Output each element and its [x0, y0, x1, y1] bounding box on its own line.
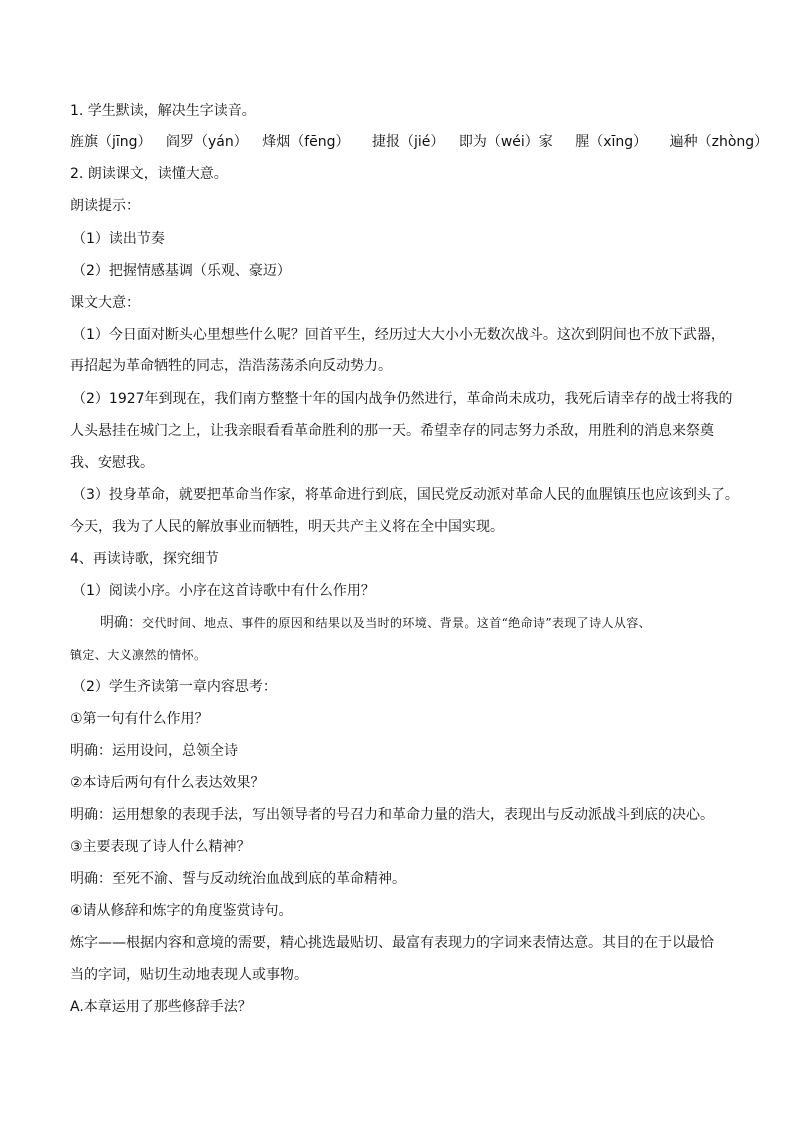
vocab-word: 阎罗（yán）	[166, 134, 248, 150]
word-refining-line-2: 当的字词，贴切生动地表现人或事物。	[70, 967, 308, 983]
vocab-word: 遍种（zhòng）	[669, 134, 769, 150]
question-rhetorical-devices: A.本章运用了那些修辞手法？	[70, 999, 252, 1015]
meaning-2-line-1: （2）1927年到现在，我们南方整整十年的国内战争仍然进行，革命尚未成功，我死后请幸存的战士将我的	[72, 391, 733, 407]
question-preface: （1）阅读小序。小序在这首诗歌中有什么作用？	[72, 583, 375, 599]
vocab-word: 腥（xīng）	[575, 134, 648, 150]
answer-first-sentence: 明确：运用设问，总领全诗	[70, 743, 238, 759]
meaning-2-line-2: 人头悬挂在城门之上，让我亲眼看看革命胜利的那一天。希望幸存的同志努力杀敌，用胜利的消息来祭奠	[70, 423, 714, 439]
question-last-two-lines: ②本诗后两句有什么表达效果？	[70, 775, 265, 791]
tip-rhythm: （1）读出节奏	[72, 231, 165, 247]
word-refining-line-1: 炼字——根据内容和意境的需要，精心挑选最贴切、最富有表现力的字词来表情达意。其目的在于以最恰	[70, 935, 714, 951]
tip-emotion: （2）把握情感基调（乐观、豪迈）	[72, 263, 291, 279]
answer-preface-line-1	[100, 613, 651, 633]
item-2-read-aloud: 2. 朗读课文，读懂大意。	[70, 166, 228, 182]
meaning-2-line-3: 我、安慰我。	[70, 455, 154, 471]
item-1-silent-reading: 1. 学生默读，解决生字读音。	[70, 103, 256, 119]
meaning-1-line-1: （1）今日面对断头心里想些什么呢？回首平生，经历过大大小小无数次战斗。这次到阴间也不放下武器，	[72, 327, 725, 343]
vocab-word: 即为（wéi）家	[458, 134, 553, 150]
answer-text: 交代时间、地点、事件的原因和结果以及当时的环境、背景。这首“绝命诗”表现了诗人从容、	[142, 616, 652, 630]
answer-label: 明确：	[100, 615, 142, 631]
meaning-3-line-2: 今天，我为了人民的解放事业而牺牲，明天共产主义将在全中国实现。	[70, 519, 504, 535]
answer-preface-line-2: 镇定、大义凛然的情怀。	[70, 648, 207, 662]
question-spirit: ③主要表现了诗人什么精神？	[70, 839, 251, 855]
text-meaning-heading: 课文大意：	[70, 295, 140, 311]
vocab-word: 捷报（jié）	[371, 134, 445, 150]
vocab-word: 烽烟（fēng）	[262, 134, 350, 150]
question-first-sentence: ①第一句有什么作用？	[70, 711, 209, 727]
meaning-1-line-2: 再招起为革命牺牲的同志，浩浩荡荡杀向反动势力。	[70, 358, 392, 374]
answer-last-two-lines: 明确：运用想象的表现手法，写出领导者的号召力和革命力量的浩大，表现出与反动派战斗到底的决心。	[70, 807, 714, 823]
vocab-word: 旌旗（jīng）	[70, 134, 152, 150]
answer-spirit: 明确：至死不渝、誓与反动统治血战到底的革命精神。	[70, 871, 406, 887]
pinyin-vocabulary-row	[70, 132, 778, 152]
question-rhetoric: ④请从修辞和炼字的角度鉴赏诗句。	[70, 903, 293, 919]
item-4-reread: 4、再读诗歌，探究细节	[70, 551, 219, 567]
reading-tips-heading: 朗读提示：	[70, 198, 140, 214]
question-chapter-one: （2）学生齐读第一章内容思考：	[72, 679, 277, 695]
meaning-3-line-1: （3）投身革命，就要把革命当作家，将革命进行到底，国民党反动派对革命人民的血腥镇压也应该到头了。	[72, 487, 739, 503]
